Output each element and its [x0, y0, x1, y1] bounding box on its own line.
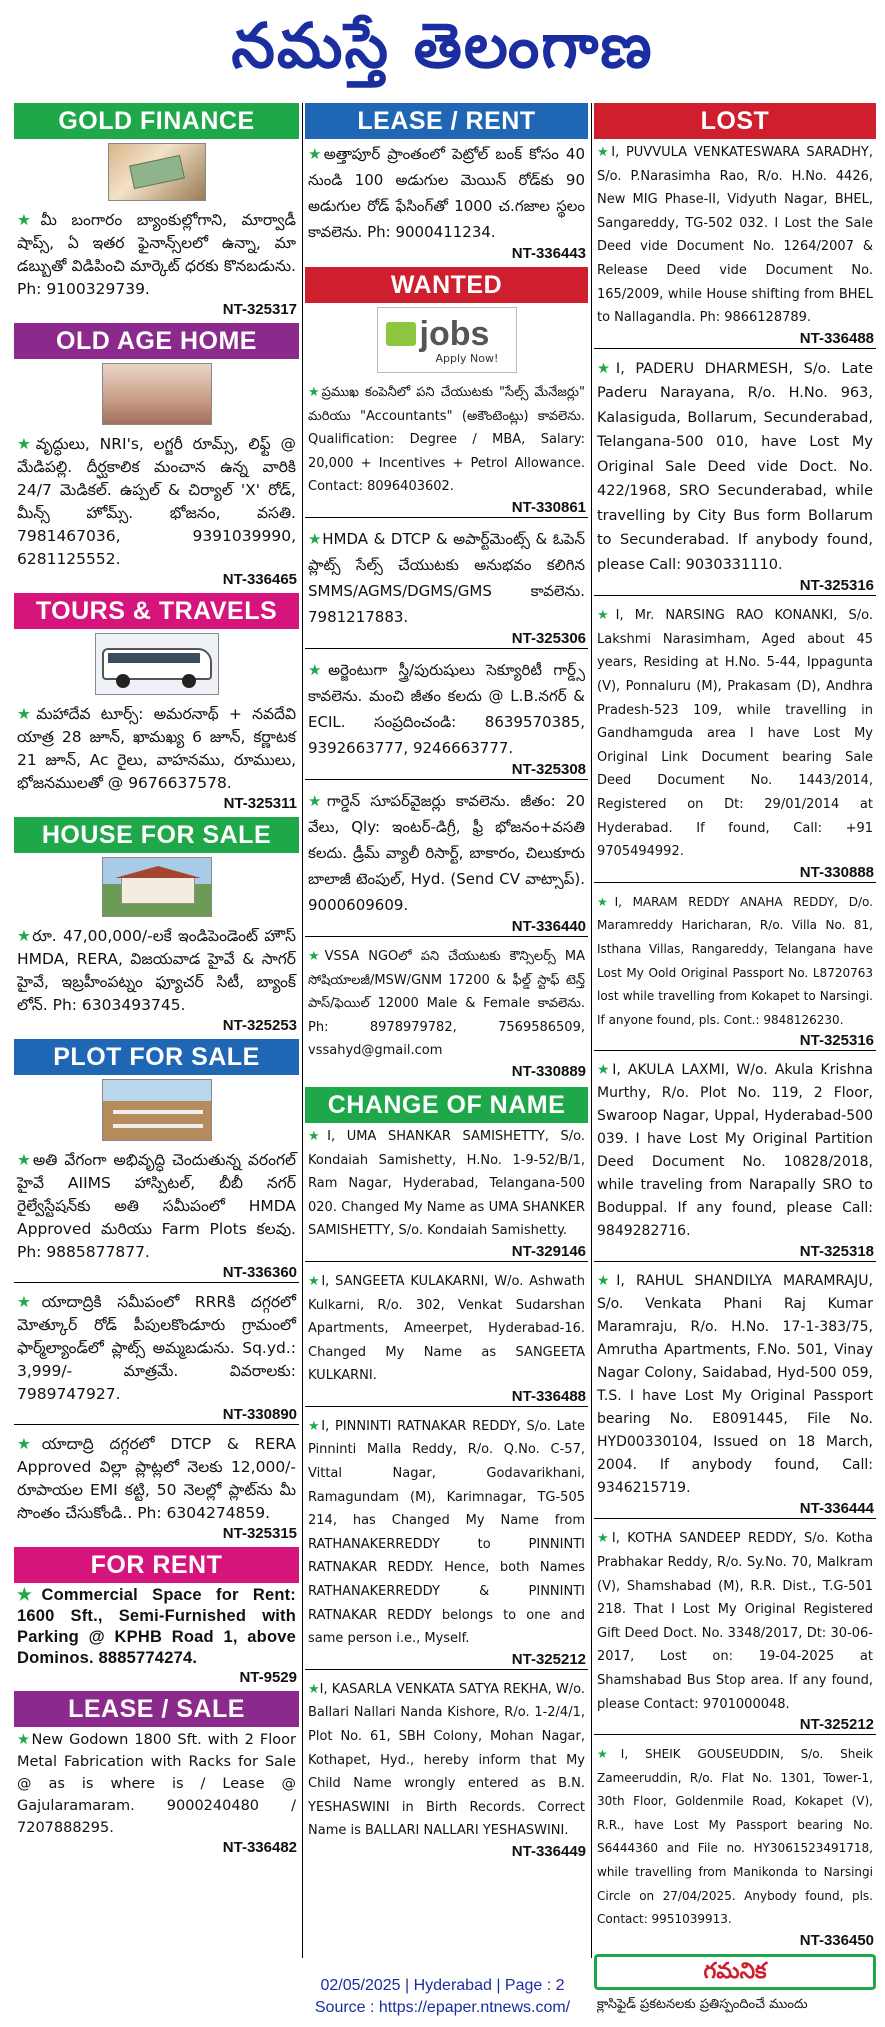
ad-text: ★రూ. 47,00,000/-లకే ఇండిపెండెంట్ హౌస్ HMDA, RERA, విజయవాడ హైవే & సాగర్ హైవే, ఇబ్రహీంపట్నం ఫ్యూచర్ సిటీ, బ్యాంక్ లోన్. Ph: 6303493745.	[17, 927, 296, 1014]
ad-code: NT-325212	[594, 1716, 876, 1735]
page-footer	[0, 1975, 885, 2019]
ad-code: NT-336444	[594, 1500, 876, 1519]
section-header-old-age-home: OLD AGE HOME	[14, 323, 299, 359]
masthead	[0, 0, 885, 98]
ad-text: ★యాదాద్రికి సమీపంలో RRRకి దగ్గరలో మోత్కూర్ రోడ్ పీపులకొండూరు గ్రామంలో ఫార్మ్‌ల్యాండ్‌లో ప్లాట్స్ అమ్మబడును. Sq.yd.: 3,999/- మాత్రమే. వివరాలకు: 7989747927.	[17, 1293, 296, 1403]
house-image	[102, 857, 212, 917]
ad-text: ★Commercial Space for Rent: 1600 Sft., Semi-Furnished with Parking @ KPHB Road 1, above Dominos. 8885774274.	[17, 1586, 296, 1667]
section-header-lease-rent: LEASE / RENT	[305, 103, 588, 139]
ad-text: ★వృద్ధులు, NRI's, లగ్జరీ రూమ్స్, లిఫ్ట్ @ మేడిపల్లి. దీర్ఘకాలిక మంచాన ఉన్న వారికి 24/7 మెడికల్. ఉప్పల్ & చిర్యాల్ 'X' రోడ్, మీన్స్ హోమ్స్. భోజనం, వసతి. 7981467036, 9391039990, 6281125552.	[17, 435, 296, 568]
section-header-tours-travels: TOURS & TRAVELS	[14, 593, 299, 629]
ad-text: ★New Godown 1800 Sft. with 2 Floor Metal Fabrication with Racks for Sale @ as is where is / Lease @ Gajularamaram. 9000240480 / 7207888295.	[17, 1732, 296, 1836]
newspaper-title: నమస్తే తెలంగాణ	[231, 9, 654, 82]
ad-code: NT-325306	[305, 630, 588, 649]
ad-text: ★I, Mr. NARSING RAO KONANKI, S/o. Lakshmi Narasimham, Aged about 45 years, Residing at H.No. 5-44, Ippagunta (V), Ponnaluru (M), Prakasam (D), Andhra Pradesh-523 109, while travelling in Gandhamguda area I have Lost My Original Link Document bearing Sale Deed Document No. 1443/2014, Registered on Dt: 29/01/2014 at Hyderabad. If found, Call: +91 9705494992.	[597, 608, 873, 860]
ad-text: ★అతి వేగంగా అభివృద్ధి చెందుతున్న వరంగల్ హైవే AIIMS హాస్పిటల్, బీబీ నగర్ రైల్వేస్టేషన్‌కు అతి సమీపంలో HMDA Approved మరియు Farm Plots కలవు. Ph: 9885877877.	[17, 1151, 297, 1261]
ad-text: ★I, UMA SHANKAR SAMISHETTY, S/o. Kondaiah Samishetty, H.No. 1-9-52/B/1, Ram Nagar, Hyderabad, Telangana-500 020. Changed My Name as UMA SHANKER SAMISHETTY, S/o. Kondaiah Samishetty.	[308, 1128, 585, 1239]
column-right	[594, 103, 876, 2012]
ad-code: NT-336488	[305, 1388, 588, 1407]
ad-code: NT-336443	[511, 245, 586, 262]
section-header-house-for-sale: HOUSE FOR SALE	[14, 817, 299, 853]
ad-text: ★I, KOTHA SANDEEP REDDY, S/o. Kotha Prabhakar Reddy, R/o. Sy.No. 70, Malkram (V), Shamshabad (M), R.R. Dist., T.G-501 218. That I Lost My Original Registered Gift Deed Doct. No. 3348/2017, Dt: 30-06-2017, Lost on: 19-04-2025 at Shamshabad Bus Stop area. If any found, please Contact: 9701000048.	[597, 1531, 873, 1712]
jobs-logo-subtext: Apply Now!	[435, 352, 499, 365]
ad-code: NT-336465	[222, 571, 297, 588]
ad-code: NT-330889	[511, 1062, 586, 1080]
column-middle	[305, 103, 588, 1958]
ad-code: NT-325253	[222, 1017, 297, 1034]
ad-code: NT-325318	[594, 1243, 876, 1262]
ad-text: ★I, PUVVULA VENKATESWARA SARADHY, S/o. P.Narasimha Rao, R/o. H.No. 4426, New MIG Phase-II, Vidyuth Nagar, BHEL, Sangareddy, TG-502 032. I Lost the Sale Deed vide Document No. 1264/2007 & Release Deed vide Document No. 165/2009, while House shifting from BHEL to Nallagandla. Ph: 9866128789.	[597, 145, 874, 326]
section-header-change-of-name: CHANGE OF NAME	[305, 1087, 588, 1123]
old-age-home-image	[102, 363, 212, 425]
ad-text: ★అర్జెంటుగా స్త్రీ/పురుషులు సెక్యూరిటీ గార్డ్స్ కావలెను. మంచి జీతం కలదు @ L.B.నగర్ & ECIL. సంప్రదించండి: 8639570385, 9392663777, 9246663777.	[308, 660, 585, 757]
section-header-lost: LOST	[594, 103, 876, 139]
footer-source: Source : https://epaper.ntnews.com/	[314, 1999, 571, 2016]
ad-code: NT-330888	[594, 864, 876, 883]
ad-code: NT-336488	[594, 330, 876, 349]
section-header-lease-sale: LEASE / SALE	[14, 1691, 299, 1727]
section-header-plot-for-sale: PLOT FOR SALE	[14, 1039, 299, 1075]
ad-code: NT-325316	[594, 577, 876, 596]
ad-text: ★మహాదేవ టూర్స్: అమరనాథ్ + నవదేవి యాత్ర 28 జూన్, ఖామఖ్య 6 జూన్, కర్ణాటక 21 జూన్, Ac రైలు, వాహనము, రూములు, భోజనములతో @ 9676637578.	[17, 705, 296, 792]
ad-code: NT-325308	[305, 761, 588, 780]
ad-text: ★I, PADERU DHARMESH, S/o. Late Paderu Narayana, R/o. H.No. 963, Kalasiguda, Bollarum, Secunderabad, Telangana-500 010, have Lost My Original Sale Deed vide Doct. No. 422/1968, SRO Secunderabad, while travelling by City Bus form Bollarum to Secunderabad. If anybody found, please Call: 9030331110.	[597, 360, 873, 573]
column-divider	[302, 103, 303, 1958]
ad-text: ★అత్తాపూర్ ప్రాంతంలో పెట్రోల్ బంక్ కోసం 40 నుండి 100 అడుగుల మెయిన్ రోడ్‌కు 90 అడుగుల రోడ్ ఫేసింగ్‌తో 1000 చ.గజాల స్థలం కావలెను. Ph: 9000411234.	[308, 145, 585, 241]
jobs-logo-text: jobs	[419, 315, 490, 353]
jobs-logo-image	[377, 307, 517, 373]
ad-text: ★I, KASARLA VENKATA SATYA REKHA, W/o. Ballari Nallari Nanda Kishore, R/o. 1-2/4/1, Plot No. 61, SBH Colony, Mohan Nagar, Kothapet, Hyd., hereby inform that My Child Name wrongly entered as B.N. YESHASWINI in Birth Records. Correct Name is BALLARI NALLARI YESHASWINI.	[308, 1681, 585, 1839]
notice-title: గమనిక	[703, 1958, 767, 1984]
section-header-gold-finance: GOLD FINANCE	[14, 103, 299, 139]
ad-code: NT-325317	[222, 301, 297, 318]
ad-code: NT-336450	[799, 1931, 874, 1949]
briefcase-icon	[386, 322, 416, 346]
ad-text: ★I, AKULA LAXMI, W/o. Akula Krishna Murthy, R/o. Plot No. 119, 2 Floor, Swaroop Nagar, Uppal, Hyderabad-500 039. I have Lost My Original Partition Deed Document No. 10828/2018, while traveling from Narapally SRO to Boduppal. If any found, please Call: 9849282716.	[597, 1062, 873, 1240]
ad-text: ★గార్డెన్ సూపర్‌వైజర్లు కావలెను. జీతం: 20 వేలు, Qly: ఇంటర్-డిగ్రీ, ఫ్రీ భోజనం+వసతి కలదు. డ్రీమ్ వ్యాలీ రిసార్ట్, బాకారం, చిలుకూరు బాలాజీ టెంపుల్, Hyd. (Send CV వాట్సాప్). 9000609609.	[308, 791, 585, 914]
ad-text: ★ప్రముఖ కంపెనీలో పని చేయుటకు "సేల్స్ మేనేజర్లు" మరియు "Accountants" (అకౌంటెంట్లు) కావలెను. Qualification: Degree / MBA, Salary: 20,000 + Incentives + Petrol Allowance. Contact: 8096403602.	[308, 385, 586, 495]
ad-text: ★I, SHEIK GOUSEUDDIN, S/o. Sheik Zameeruddin, R/o. Flat No. 1301, Tower-1, 30th Floor, Goldenmile Road, Kokapet (V), R.R., have Lost My Passport bearing No. S6444360 and File no. HY3061523491718, while travelling from Manikonda to Narsingi Circle on 27/04/2025. Anybody found, pls. Contact: 9951039913.	[597, 1747, 873, 1927]
column-left	[14, 103, 299, 1958]
column-divider	[591, 103, 592, 1958]
money-handover-image	[108, 143, 206, 201]
ad-code: NT-329146	[305, 1243, 588, 1262]
ad-text: ★మీ బంగారం బ్యాంకుల్లోగాని, మార్వాడీ షాప్స్, ఏ ఇతర ఫైనాన్స్‌లలో ఉన్నా, మా డబ్బుతో విడిపించి మార్కెట్ ధరకు కొనబడును. Ph: 9100329739.	[17, 211, 296, 298]
ad-code: NT-325316	[594, 1032, 876, 1051]
ad-code: NT-336482	[222, 1839, 297, 1856]
ad-text: ★I, SANGEETA KULAKARNI, W/o. Ashwath Kulkarni, R/o. 302, Venkat Sudarshan Apartments, Ameerpet, Hyderabad-16. Changed My Name as SANGEETA KULKARNI.	[308, 1273, 585, 1384]
ad-code: NT-9529	[239, 1669, 297, 1686]
ad-text: ★HMDA & DTCP & అపార్ట్‌మెంట్స్ & ఓపెన్ ప్లాట్స్ సేల్స్ చేయుటకు అనుభవం కలిగిన SMMS/AGMS/DGMS/GMS కావలెను. 7981217883.	[308, 529, 585, 626]
footer-date-page: 02/05/2025 | Hyderabad | Page : 2	[320, 1977, 565, 1994]
ad-code: NT-336449	[511, 1842, 586, 1860]
section-header-wanted: WANTED	[305, 267, 588, 303]
ad-text: ★I, MARAM REDDY ANAHA REDDY, D/o. Maramreddy Haricharan, R/o. Villa No. 81, Isthana Villas, Rangareddy, Telangana have Lost My Oold Original Passport No. L8720763 lost while travelling from Kokapet to Narsingi. If anyone found, pls. Cont.: 9848126230.	[597, 894, 873, 1027]
ad-text: ★I, RAHUL SHANDILYA MARAMRAJU, S/o. Venkata Phani Raj Kumar Maramraju, R/o. H.No. 17-1-383/75, Amrutha Apartments, F.No. 501, Vinay Nagar Colony, Saidabad, Hyd-500 059, T.S. I have Lost My Original Passport bearing No. E8091445, File No. HYD00330104, Issued on 18 March, 2004. If anybody found, Call: 9346215719.	[597, 1273, 873, 1497]
ad-code: NT-325311	[223, 795, 297, 812]
ad-code: NT-325212	[305, 1651, 588, 1670]
section-header-for-rent: FOR RENT	[14, 1547, 299, 1583]
ad-text: ★I, PINNINTI RATNAKAR REDDY, S/o. Late Pinninti Malla Reddy, R/o. Q.No. C-57, Vittal Nagar, Godavarikhani, Ramagundam (M), Karimnagar, TG-505 214, has Changed My Name from RATHANAKERREDDY to PINNINTI RATNAKAR REDDY. Hence, both Names RATHANAKERREDDY & PINNINTI RATNAKAR REDDY belongs to one and same person i.e., Myself.	[308, 1418, 585, 1647]
ad-code: NT-336360	[14, 1264, 299, 1283]
notice-text: క్లాసిఫైడ్ ప్రకటనలకు ప్రతిస్పందించే ముందు	[597, 1996, 808, 2012]
ad-code: NT-336440	[305, 918, 588, 937]
ad-text: ★యాదాద్రి దగ్గరలో DTCP & RERA Approved విల్లా ప్లాట్లలో నెలకు 12,000/- రూపాయల EMI కట్టి, 50 నెలల్లో ప్లాట్‌ను మీ సొంతం చేసుకోండి.. Ph: 6304274859.	[17, 1435, 296, 1522]
plot-image	[102, 1079, 212, 1141]
bus-image	[95, 633, 219, 695]
ad-text: ★VSSA NGOలో పని చేయుటకు కౌన్సిలర్స్ MA సోషియాలజీ/MSW/GNM 17200 & ఫీల్డ్ స్టాఫ్ టెన్త్ పాస్/ఫెయిల్ 12000 Male & Female కావలెను. Ph: 8978979782, 7569586509, vssahyd@gmail.com	[308, 948, 585, 1059]
ad-code: NT-325315	[222, 1525, 297, 1542]
ad-code: NT-330861	[305, 499, 588, 518]
ad-code: NT-330890	[14, 1406, 299, 1425]
